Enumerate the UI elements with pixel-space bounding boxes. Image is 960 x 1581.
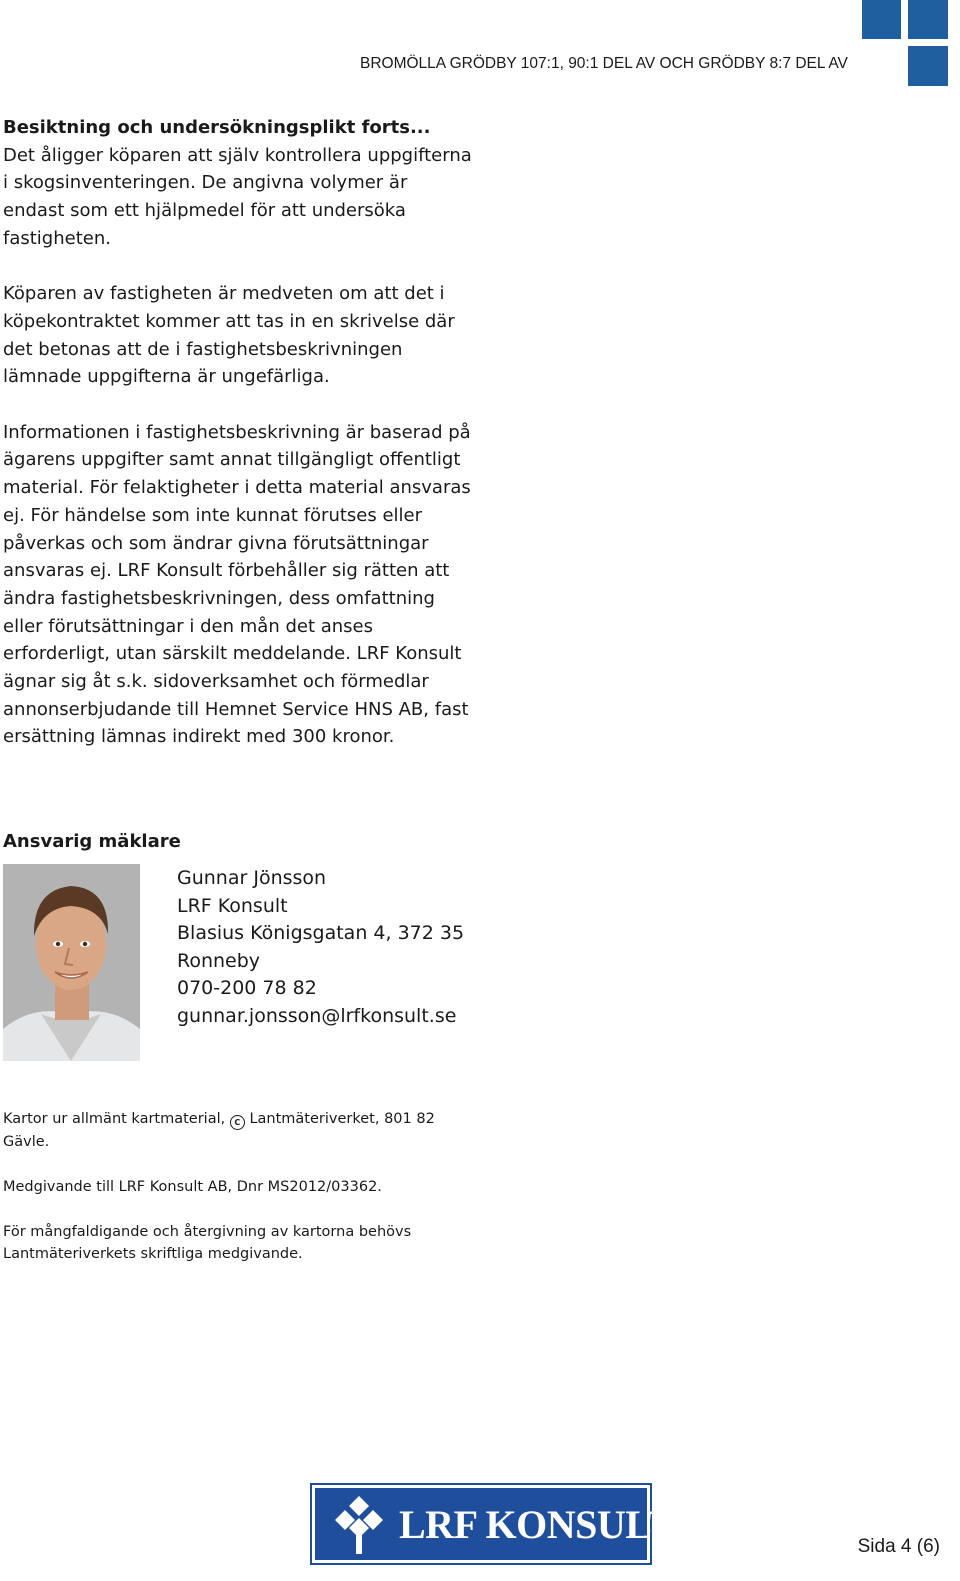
broker-street: Blasius Königsgatan 4, 372 35 bbox=[177, 922, 465, 945]
paragraph-2: Köparen av fastigheten är medveten om att det i köpekontraktet kommer att tas in en skrivelse där det betonas att de i fastighetsbeskrivningen lämnade uppgifterna är ungefärliga. bbox=[3, 283, 455, 388]
paragraph-inspection bbox=[3, 114, 473, 253]
squares-logo-icon bbox=[860, 0, 960, 90]
map-credit-end: Lantmäteriverket, 801 82 Gävle. bbox=[3, 1111, 435, 1150]
paragraph-3: Informationen i fastighetsbeskrivning är baserad på ägarens uppgifter samt annat tillgängligt offentligt material. För felaktigheter i detta material ansvaras ej. För händelse som inte kunnat förutses eller påverkas och som ändrar givna förutsättningar ansvaras ej. LRF Konsult förbehåller sig rätten att ändra fastighetsbeskrivningen, dess omfattning eller förutsättningar i den mån det anses erforderligt, utan särskilt meddelande. LRF Konsult ägnar sig åt s.k. sidoverksamhet och förmedlar annonserbjudande till Hemnet Service HNS AB, fast ersättning lämnas indirekt med 300 kronor. bbox=[3, 421, 471, 748]
reproduction-note: För mångfaldigande och återgivning av kartorna behövs Lantmäteriverkets skriftliga medgivande. bbox=[3, 1223, 412, 1262]
paragraph-1: Det åligger köparen att själv kontrollera uppgifterna i skogsinventeringen. De angivna volymer är endast som ett hjälpmedel för att undersöka fastigheten. bbox=[3, 144, 472, 249]
footnotes bbox=[3, 1108, 473, 1288]
property-title: BROMÖLLA GRÖDBY 107:1, 90:1 DEL AV OCH GRÖDBY 8:7 DEL AV bbox=[360, 55, 848, 72]
broker-company: LRF Konsult bbox=[177, 894, 288, 917]
map-credit bbox=[3, 1108, 473, 1153]
broker-email[interactable]: gunnar.jonsson@lrfkonsult.se bbox=[177, 1004, 457, 1027]
lrf-diamond-icon bbox=[323, 1494, 395, 1556]
broker-section-title: Ansvarig mäklare bbox=[3, 831, 181, 852]
map-credit-start: Kartor ur allmänt kartmaterial, bbox=[3, 1111, 230, 1127]
portrait-illustration bbox=[3, 864, 140, 1061]
broker-name: Gunnar Jönsson bbox=[177, 867, 327, 889]
broker-city: Ronneby bbox=[177, 949, 261, 972]
page-number: Sida 4 (6) bbox=[857, 1536, 940, 1557]
lrf-konsult-logo bbox=[312, 1485, 674, 1563]
permission-note: Medgivande till LRF Konsult AB, Dnr MS2012/03362. bbox=[3, 1178, 382, 1195]
logo-wordmark: LRF KONSULT bbox=[399, 1502, 674, 1547]
broker-portrait bbox=[3, 864, 140, 1061]
broker-contact bbox=[177, 865, 464, 1031]
broker-phone[interactable]: 070-200 78 82 bbox=[177, 977, 317, 1000]
copyright-icon: C bbox=[230, 1115, 245, 1130]
main-text bbox=[3, 114, 473, 779]
section-heading: Besiktning och undersökningsplikt forts... bbox=[3, 117, 431, 138]
